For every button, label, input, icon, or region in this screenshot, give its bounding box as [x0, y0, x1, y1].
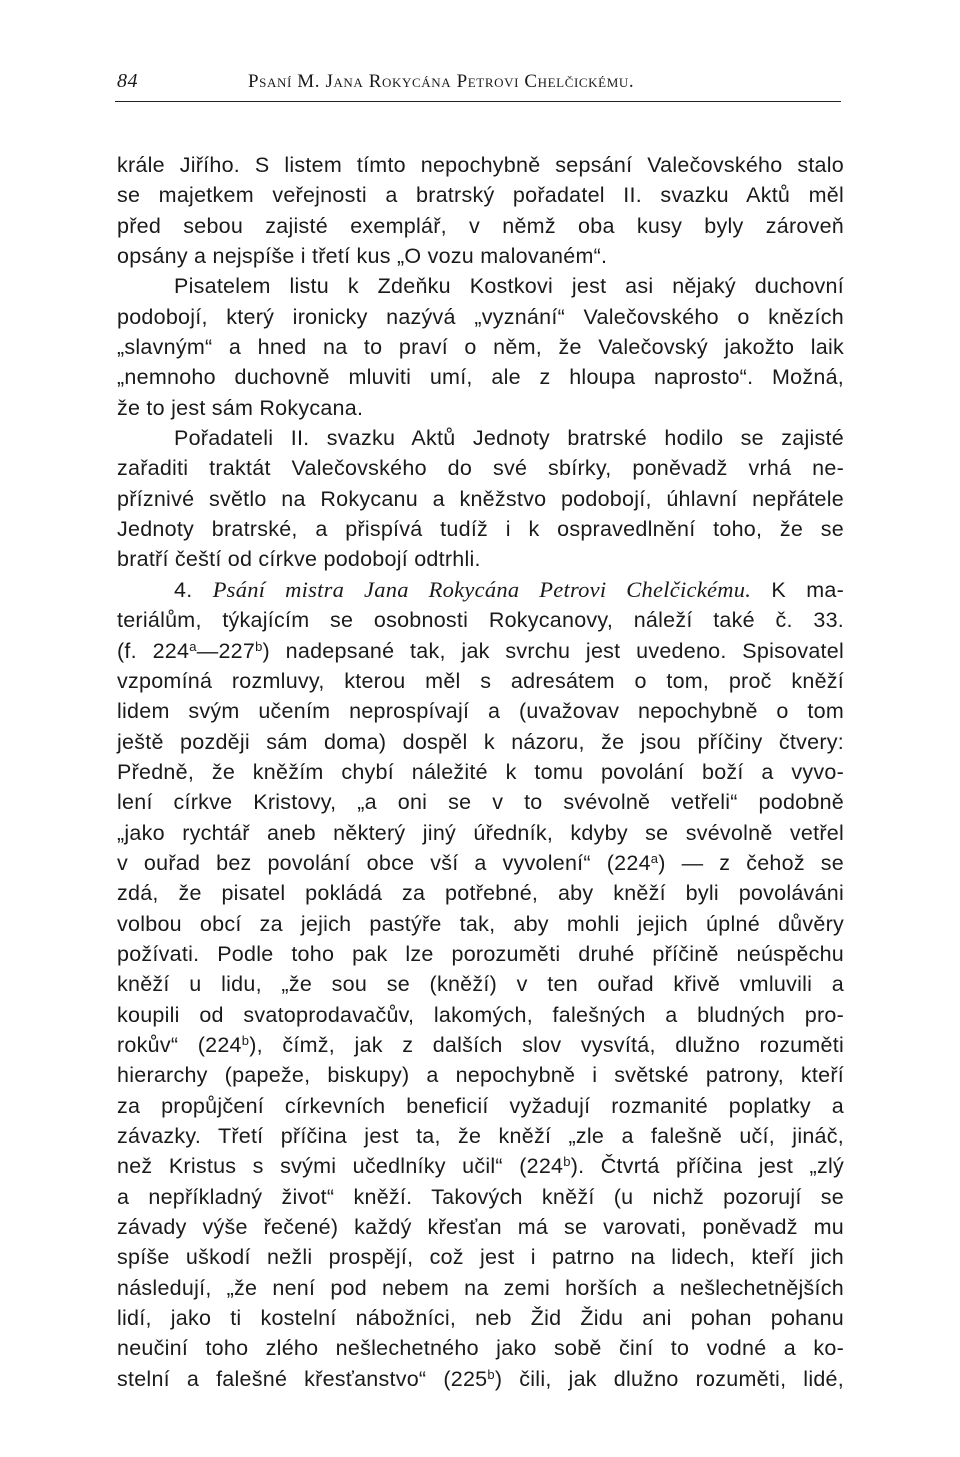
text-line: než Kristus s svými učedlníky učil“ (224$^b$). Čtvrtá příčina jest „zlý	[117, 1154, 844, 1179]
text-line: „nemnoho duchovně mluviti umí, ale z hloupa naprosto“. Možná,	[117, 365, 844, 390]
superscript: b	[255, 638, 263, 654]
text-line: že to jest sám Rokycana.	[117, 395, 364, 420]
text-line: Pořadateli II. svazku Aktů Jednoty bratrské hodilo se zajisté	[174, 426, 844, 451]
text-line: spíše uškodí nežli prospějí, což jest i patrno na lidech, kteří jich	[117, 1245, 844, 1270]
superscript: b	[487, 1366, 495, 1382]
text-line: bratří čeští od církve podobojí odtrhli.	[117, 547, 481, 572]
superscript: b	[563, 1154, 571, 1170]
text-line: zdá, že pisatel pokládá za potřebné, aby kněží byli povoláváni	[117, 881, 844, 906]
page-header	[117, 66, 847, 98]
text-line: rokův“ (224$^b$), čímž, jak z dalších slov vysvítá, dlužno rozuměti	[117, 1032, 844, 1057]
text-line: opsány a nejspíše i třetí kus „O vozu malovaném“.	[117, 244, 608, 269]
text-line: Předně, že kněžím chybí náležité k tomu povolání boží a vyvo-	[117, 759, 844, 784]
superscript: a	[189, 638, 197, 654]
superscript: b	[241, 1032, 250, 1048]
text-line: Jednoty bratrské, a přispívá tudíž i k ospravedlnění toho, že se	[117, 517, 844, 542]
text-line: lení církve Kristovy, „a oni se v to svévolně vetřeli“ podobně	[117, 790, 844, 815]
superscript: a	[650, 850, 659, 866]
header-rule	[115, 101, 841, 102]
text-line: se majetkem veřejnosti a bratrský pořadatel II. svazku Aktů měl	[117, 183, 844, 208]
section-number: 4.	[174, 577, 193, 602]
body-text	[117, 150, 844, 1394]
text-line: (f. 224$^a$—227$^b$) nadepsané tak, jak svrchu jest uvedeno. Spisovatel	[117, 638, 844, 663]
text-line: „slavným“ a hned na to praví o něm, že Valečovský jakožto laik	[117, 335, 844, 360]
text-line: před sebou zajisté exemplář, v němž oba kusy byly zároveň	[117, 213, 844, 238]
text-line: Pisatelem listu k Zdeňku Kostkovi jest asi nějaký duchovní	[174, 274, 844, 299]
page-number: 84	[117, 70, 138, 92]
text-line: požívati. Podle toho pak lze porozuměti druhé příčině neúspěchu	[117, 941, 844, 966]
text-line: volbou obcí za jejich pastýře tak, aby mohli jejich úplné důvěry	[117, 911, 844, 936]
text-line: závazky. Třetí příčina jest ta, že kněží „zle a falešně učí, jináč,	[117, 1124, 844, 1148]
text-line: „jako rychtář aneb některý jiný úředník, kdyby se svévolně vetřel	[117, 820, 844, 845]
text-line: lidem svým učením neprospívají a (uvažovav nepochybně o tom	[117, 699, 844, 724]
section-title: Psání mistra Jana Rokycána Petrovi Chelčickému.	[212, 576, 752, 602]
text-line: krále Jiřího. S listem tímto nepochybně sepsání Valečovského stalo	[117, 153, 844, 177]
text-line: podobojí, který ironicky nazývá „vyznání“ Valečovského o knězích	[117, 304, 844, 329]
text-line: koupili od svatoprodavačův, lakomých, falešných a bludných pro-	[117, 1002, 844, 1027]
text-line: lidí, jako ti kostelní nábožníci, neb Žid Židu ani pohan pohanu	[117, 1306, 844, 1331]
text-line: za propůjčení církevních beneficií vyžadují rozmanité poplatky a	[117, 1093, 844, 1118]
running-head: Psaní M. Jana Rokycána Petrovi Chelčickému.	[248, 71, 635, 92]
section-heading-line	[117, 575, 844, 605]
text-line: v ouřad bez povolání obce vší a vyvolení“ (224$^a$) — z čehož se	[117, 850, 844, 875]
text-line: teriálům, týkajícím se osobnosti Rokycanovy, náleží také č. 33.	[117, 608, 844, 633]
text-line: stelní a falešné křesťanstvo“ (225$^b$) čili, jak dlužno rozuměti, lidé,	[117, 1366, 844, 1391]
text-line: kněží u lidu, „že sou se (kněží) v ten ouřad křivě vmluvili a	[117, 972, 844, 997]
text-line: a nepříkladný život“ kněží. Takových kněží (u nichž pozorují se	[117, 1184, 844, 1209]
text-line: závady výše řečené) každý křesťan má se varovati, poněvadž mu	[117, 1215, 844, 1240]
section-heading-continuation: K ma-	[771, 577, 844, 602]
text-line: vzpomíná rozmluvy, kterou měl s adresátem o tom, proč kněží	[117, 668, 844, 693]
text-line: hierarchy (papeže, biskupy) a nepochybně i světské patrony, kteří	[117, 1063, 844, 1088]
text-line: následují, „že není pod nebem na zemi horších a nešlechetnějších	[117, 1275, 844, 1300]
text-line: neučiní toho zlého nešlechetného jako sobě činí to vodné a ko-	[117, 1336, 844, 1361]
text-line: ještě později sám doma) dospěl k názoru, že jsou příčiny čtvery:	[117, 729, 844, 754]
text-line: zařaditi traktát Valečovského do své sbírky, poněvadž vrhá ne-	[117, 456, 844, 481]
text-line: příznivé světlo na Rokycanu a kněžstvo podobojí, úhlavní nepřátele	[117, 486, 844, 511]
